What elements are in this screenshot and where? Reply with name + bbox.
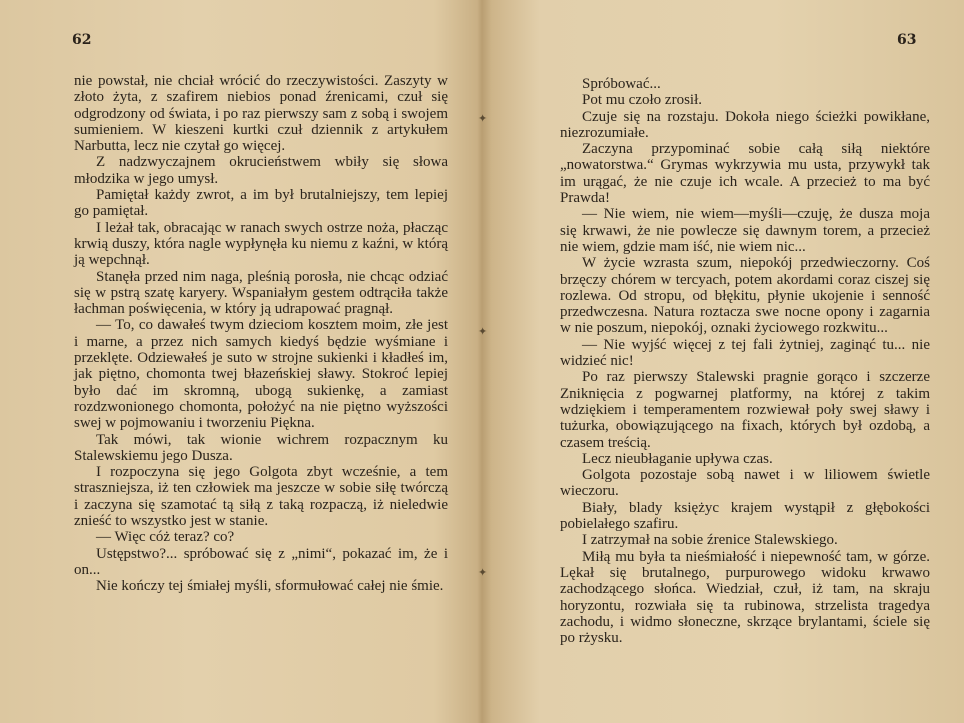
- binding-mark-icon: ✦: [478, 566, 488, 579]
- paragraph: I rozpoczyna się jego Golgota zbyt wcześnie, a tem straszniejsza, iż ten człowiek ma jeszcze w sobie siłę twórczą i zaczyna się szamotać tą siłą z taką rozpaczą, iż nieledwie znieść to wszystko jest w stanie.: [74, 464, 448, 530]
- page-number: 63: [897, 32, 917, 48]
- paragraph: Biały, blady księżyc krajem wystąpił z głębokości pobielałego szafiru.: [560, 499, 930, 533]
- paragraph: Miłą mu była ta nieśmiałość i niepewność tam, w górze. Lękał się brutalnego, purpurowego widoku krwawo zachodzącego słońca. Wiedział, czuł, iż tam, na skraju horyzontu, rozwiała się ta rubinowa, strzelista tragedya zachodu, i widmo słoneczne, skrzące brylantami, ściele się po rżysku.: [560, 548, 930, 647]
- page-text: [74, 73, 448, 595]
- paragraph: Spróbować...: [582, 76, 661, 92]
- paragraph: Tak mówi, tak wionie wichrem rozpacznym ku Stalewskiemu jego Dusza.: [74, 431, 448, 464]
- paragraph: Pamiętał każdy zwrot, a im był brutalniejszy, tem lepiej go pamiętał.: [74, 187, 448, 220]
- paragraph: Czuje się na rozstaju. Dokoła niego ścieżki powikłane, niezrozumiałe.: [560, 108, 930, 141]
- paragraph: I zatrzymał na sobie źrenice Stalewskiego.: [582, 532, 838, 549]
- paragraph: Zaczyna przypominać sobie całą siłą niektóre „nowatorstwa.“ Grymas wykrzywia mu usta, przywykł tak im urągać, że nie czuje ich wcale. A przecież to ma być Prawda!: [560, 141, 930, 207]
- paragraph: Pot mu czoło zrosił.: [582, 92, 702, 109]
- binding-mark-icon: ✦: [478, 112, 488, 125]
- page-text: [560, 76, 930, 646]
- paragraph: — Więc cóż teraz? co?: [96, 529, 235, 546]
- page-number: 62: [72, 32, 92, 48]
- paragraph: — Nie wyjść więcej z tej fali żytniej, zaginąć tu... nie widzieć nic!: [560, 336, 930, 370]
- paragraph: Nie kończy tej śmiałej myśli, sformułować całej nie śmie.: [96, 578, 444, 595]
- binding-mark-icon: ✦: [478, 325, 488, 338]
- right-page: [482, 0, 964, 723]
- paragraph: — Nie wiem, nie wiem—myśli—czuję, że dusza moja się krwawi, że nie powlecze się dawnym torem, a przecież nie wiem, gdzie mam iść, nie wiem nic...: [560, 206, 930, 255]
- paragraph: Golgota pozostaje sobą nawet i w liliowem świetle wieczoru.: [560, 467, 930, 500]
- paragraph: nie powstał, nie chciał wrócić do rzeczywistości. Zaszyty w złoto żyta, z szafirem niebios ponad źrenicami, czuł się odgrodzony od świata, i po raz pierwszy sam z sobą i swojem sumieniem. W kieszeni kurtki czuł dziennik z artykułem Narbutta, lecz nie czytał go więcej.: [74, 73, 448, 155]
- paragraph: W życie wzrasta szum, niepokój przedwieczorny. Coś brzęczy chórem w tercyach, potem akordami coraz ciszej się rozlewa. Od stropu, od błękitu, płynie ukojenie i senność przedwczesna. Natura roztacza swe nocne opony i zagarnia w nie poszum, niepokój, oznaki życiowego rozkwitu...: [560, 255, 930, 337]
- paragraph: Ustępstwo?... spróbować się z „nimi“, pokazać im, że i on...: [74, 545, 448, 578]
- paragraph: Po raz pierwszy Stalewski pragnie gorąco i szczerze Zniknięcia z pogwarnej platformy, na której z takim wdziękiem i temperamentem rozwiewał poły swej sławy i tużurka, obowiązującego na fixach, których był ozdobą, a czasem treścią.: [560, 369, 930, 451]
- paragraph: Lecz nieubłaganie upływa czas.: [582, 450, 773, 467]
- paragraph: I leżał tak, obracając w ranach swych ostrze noża, płacząc krwią duszy, która nagle wypłynęła ku niemu z kaźni, w którą ją wepchnął.: [74, 219, 448, 269]
- paragraph: — To, co dawałeś twym dzieciom kosztem moim, złe jest i marne, a przez nich samych kiedyś będzie wyśmiane i przeklęte. Odziewałeś je suto w strojne sukienki i kładłeś im, jak piętno, chomonta twej błazeńskiej sławy. Stokroć lepiej było dać im skromną, ubogą sukienkę, a zamiast rozdzwonionego chomonta, położyć na nie piętno wyższości swej w pojmowaniu i tworzeniu Piękna.: [74, 317, 448, 432]
- paragraph: Z nadzwyczajnem okrucieństwem wbiły się słowa młodzika w jego umysł.: [74, 154, 448, 187]
- paragraph: Stanęła przed nim naga, pleśnią porosła, nie chcąc odziać się w pstrą szatę karyery. Wspaniałym gestem odtrąciła także łachman poświęcenia, w który ją udrapować pragnął.: [74, 268, 448, 318]
